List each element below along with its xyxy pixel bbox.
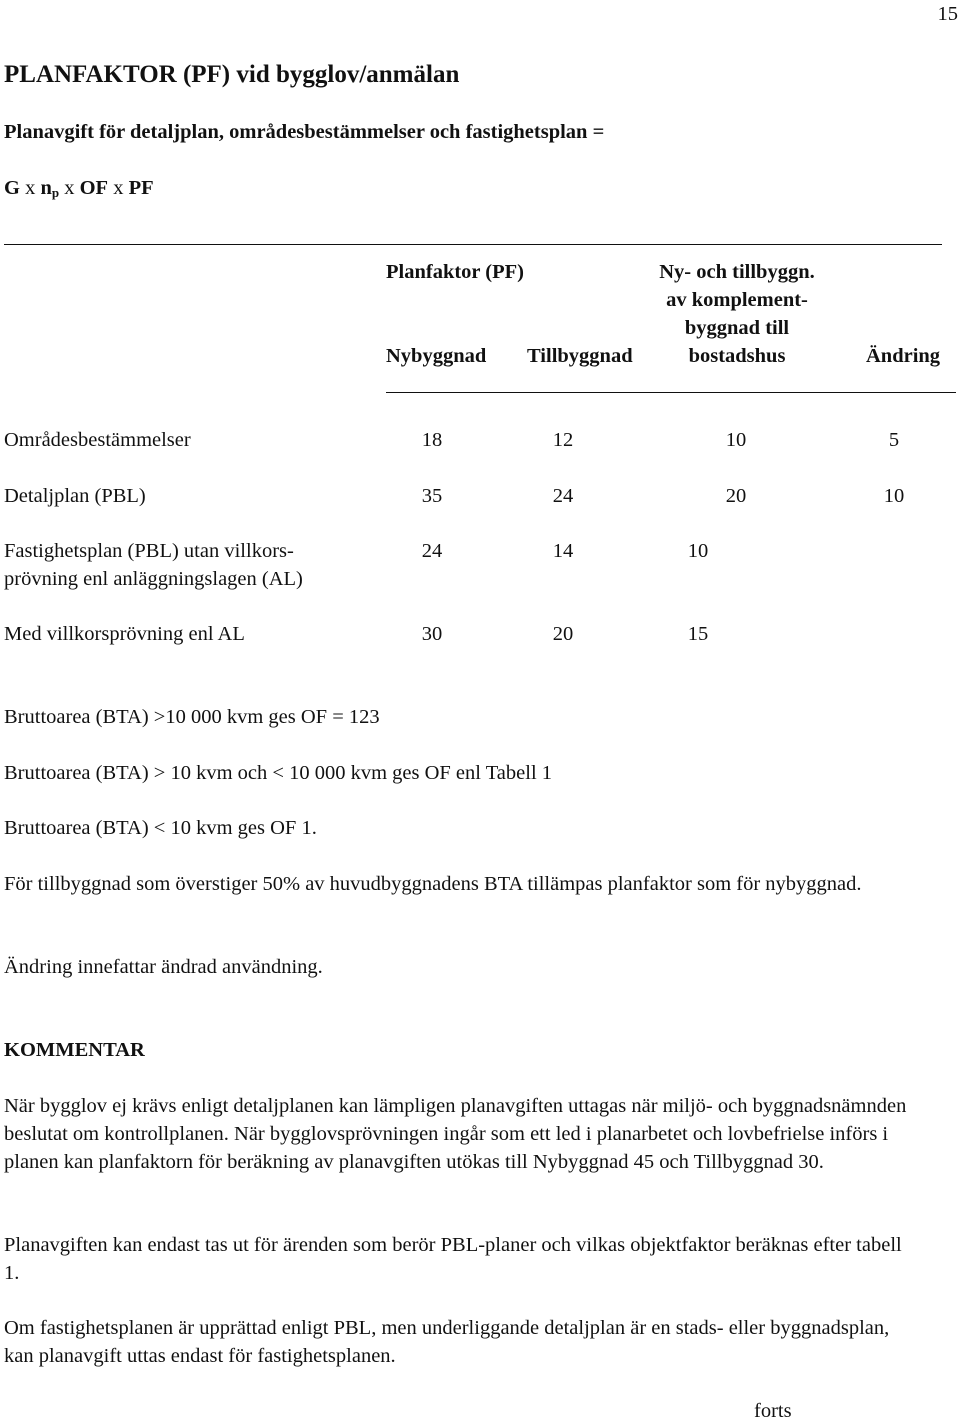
- cell-komplement: 15: [687, 623, 709, 645]
- formula-n-subscript: p: [51, 185, 60, 200]
- formula-times-2: x: [64, 177, 75, 199]
- col-header-komplement-line4: bostadshus: [688, 345, 786, 367]
- page-title: PLANFAKTOR (PF) vid bygglov/anmälan: [4, 61, 460, 88]
- note-tillbyggnad: För tillbyggnad som överstiger 50% av huvudbyggnadens BTA tillämpas planfaktor som för nybyggnad.: [4, 873, 862, 895]
- row-label-fastighetsplan-line1: Fastighetsplan (PBL) utan villkors-: [4, 540, 294, 562]
- cell-nybyggnad: 18: [421, 429, 443, 451]
- cell-nybyggnad: 30: [421, 623, 443, 645]
- cell-tillbyggnad: 20: [552, 623, 574, 645]
- table-group-header: Planfaktor (PF): [386, 261, 524, 283]
- note-bta-small: Bruttoarea (BTA) < 10 kvm ges OF 1.: [4, 817, 317, 839]
- kommentar-heading: KOMMENTAR: [4, 1039, 145, 1061]
- col-header-komplement-line3: byggnad till: [684, 317, 790, 339]
- kommentar-paragraph-1: När bygglov ej krävs enligt detaljplanen kan lämpligen planavgiften uttagas när miljö- och byggnadsnämnden beslutat om kontrollplanen. När bygglovsprövningen ingår som ett led i planarbetet och lovbefrielse införs i planen kan planfaktorn för beräkning av planavgiften utökas till Nybyggnad 45 och Tillbyggnad 30.: [4, 1095, 907, 1173]
- formula-g: G: [4, 177, 20, 199]
- formula-times-1: x: [25, 177, 36, 199]
- cell-nybyggnad: 35: [421, 485, 443, 507]
- row-label-fastighetsplan-line2: prövning enl anläggningslagen (AL): [4, 568, 303, 590]
- row-label-omradesbestammelser: Områdesbestämmelser: [4, 429, 191, 451]
- row-label-detaljplan: Detaljplan (PBL): [4, 485, 146, 507]
- formula-times-3: x: [113, 177, 124, 199]
- page-number: 15: [937, 3, 958, 25]
- cell-tillbyggnad: 12: [552, 429, 574, 451]
- continued-footer: forts: [754, 1400, 792, 1422]
- cell-andring: 10: [883, 485, 905, 507]
- kommentar-paragraph-2: Planavgiften kan endast tas ut för ärenden som berör PBL-planer och vilkas objektfaktor beräknas efter tabell 1.: [4, 1234, 902, 1284]
- cell-andring: 5: [888, 429, 900, 451]
- subheading: Planavgift för detaljplan, områdesbestämmelser och fastighetsplan =: [4, 121, 605, 143]
- cell-komplement: 20: [725, 485, 747, 507]
- formula-n: n: [40, 177, 52, 199]
- cell-tillbyggnad: 24: [552, 485, 574, 507]
- note-bta-medium: Bruttoarea (BTA) > 10 kvm och < 10 000 kvm ges OF enl Tabell 1: [4, 762, 553, 784]
- col-header-komplement-line1: Ny- och tillbyggn.: [659, 261, 815, 283]
- col-header-nybyggnad: Nybyggnad: [386, 345, 487, 367]
- formula-pf: PF: [128, 177, 154, 199]
- top-divider: [4, 244, 942, 245]
- col-header-komplement-line2: av komplement-: [666, 289, 808, 311]
- cell-komplement: 10: [687, 540, 709, 562]
- note-bta-large: Bruttoarea (BTA) >10 000 kvm ges OF = 123: [4, 706, 380, 728]
- row-label-villkorsprovning: Med villkorsprövning enl AL: [4, 623, 245, 645]
- note-andring: Ändring innefattar ändrad användning.: [4, 956, 323, 978]
- col-header-andring: Ändring: [866, 345, 941, 367]
- cell-tillbyggnad: 14: [552, 540, 574, 562]
- cell-nybyggnad: 24: [421, 540, 443, 562]
- kommentar-paragraph-3: Om fastighetsplanen är upprättad enligt PBL, men underliggande detaljplan är en stads- eller byggnadsplan, kan planavgift uttas endast för fastighetsplanen.: [4, 1317, 890, 1367]
- header-divider: [386, 392, 956, 393]
- col-header-tillbyggnad: Tillbyggnad: [527, 345, 633, 367]
- formula: [4, 174, 154, 202]
- formula-of: OF: [79, 177, 109, 199]
- cell-komplement: 10: [725, 429, 747, 451]
